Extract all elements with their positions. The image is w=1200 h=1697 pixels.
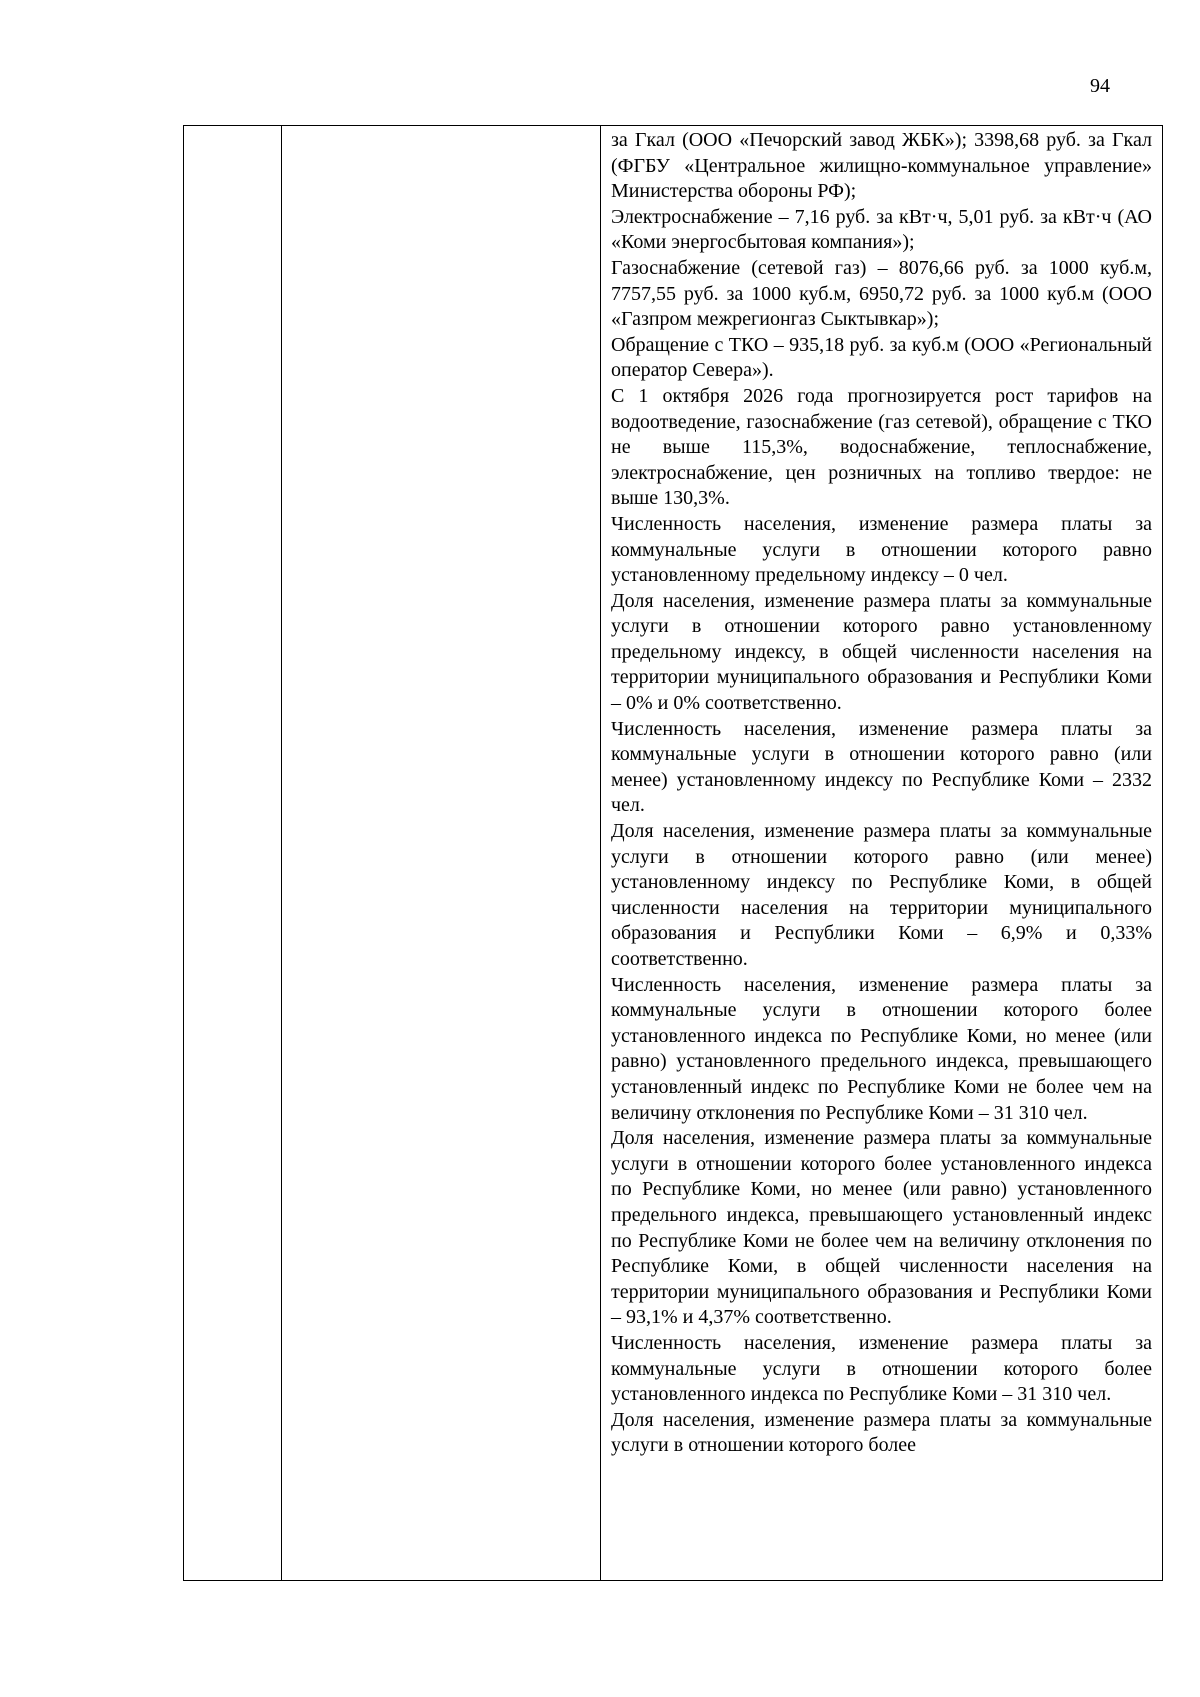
paragraph: Доля населения, изменение размера платы за коммунальные услуги в отношении которого более: [611, 1408, 1152, 1457]
paragraph: Численность населения, изменение размера платы за коммунальные услуги в отношении которого равно (или менее) установленному индексу по Республике Коми – 2332 чел.: [611, 717, 1152, 817]
paragraph: Доля населения, изменение размера платы за коммунальные услуги в отношении которого равно установленному предельному индексу, в общей численности населения на территории муниципального образования и Республики Коми – 0% и 0% соответственно.: [611, 589, 1152, 715]
document-table: [183, 125, 1163, 1581]
table-text-cell: [611, 128, 1152, 1459]
table-column-divider: [281, 126, 282, 1580]
paragraph: Обращение с ТКО – 935,18 руб. за куб.м (ООО «Региональный оператор Севера»).: [611, 333, 1152, 382]
paragraph: Численность населения, изменение размера платы за коммунальные услуги в отношении которого равно установленному предельному индексу – 0 чел.: [611, 512, 1152, 587]
paragraph: Численность населения, изменение размера платы за коммунальные услуги в отношении которого более установленного индекса по Республике Коми – 31 310 чел.: [611, 1331, 1152, 1406]
page-number: 94: [1090, 75, 1110, 97]
paragraph: Доля населения, изменение размера платы за коммунальные услуги в отношении которого более установленного индекса по Республике Коми, но менее (или равно) установленного предельного индекса, превышающего установленный индекс по Республике Коми не более чем на величину отклонения по Республике Коми, в общей численности населения на территории муниципального образования и Республики Коми – 93,1% и 4,37% соответственно.: [611, 1127, 1152, 1329]
paragraph: Газоснабжение (сетевой газ) – 8076,66 руб. за 1000 куб.м, 7757,55 руб. за 1000 куб.м, 6950,72 руб. за 1000 куб.м (ООО «Газпром межрегионгаз Сыктывкар»);: [611, 256, 1152, 331]
paragraph: Доля населения, изменение размера платы за коммунальные услуги в отношении которого равно (или менее) установленному индексу по Республике Коми, в общей численности населения на территории муниципального образования и Республики Коми – 6,9% и 0,33% соответственно.: [611, 820, 1152, 970]
paragraph: за Гкал (ООО «Печорский завод ЖБК»); 3398,68 руб. за Гкал (ФГБУ «Центральное жилищно-коммунальное управление» Министерства обороны РФ);: [611, 129, 1152, 203]
paragraph: Численность населения, изменение размера платы за коммунальные услуги в отношении которого более установленного индекса по Республике Коми, но менее (или равно) установленного предельного индекса, превышающего установленный индекс по Республике Коми не более чем на величину отклонения по Республике Коми – 31 310 чел.: [611, 973, 1152, 1124]
paragraph: Электроснабжение – 7,16 руб. за кВт·ч, 5,01 руб. за кВт·ч (АО «Коми энергосбытовая компания»);: [611, 205, 1152, 254]
paragraph: С 1 октября 2026 года прогнозируется рост тарифов на водоотведение, газоснабжение (газ сетевой), обращение с ТКО не выше 115,3%, водоснабжение, теплоснабжение, электроснабжение, цен розничных на топливо твердое: не выше 130,3%.: [611, 384, 1152, 510]
table-column-divider: [600, 126, 601, 1580]
